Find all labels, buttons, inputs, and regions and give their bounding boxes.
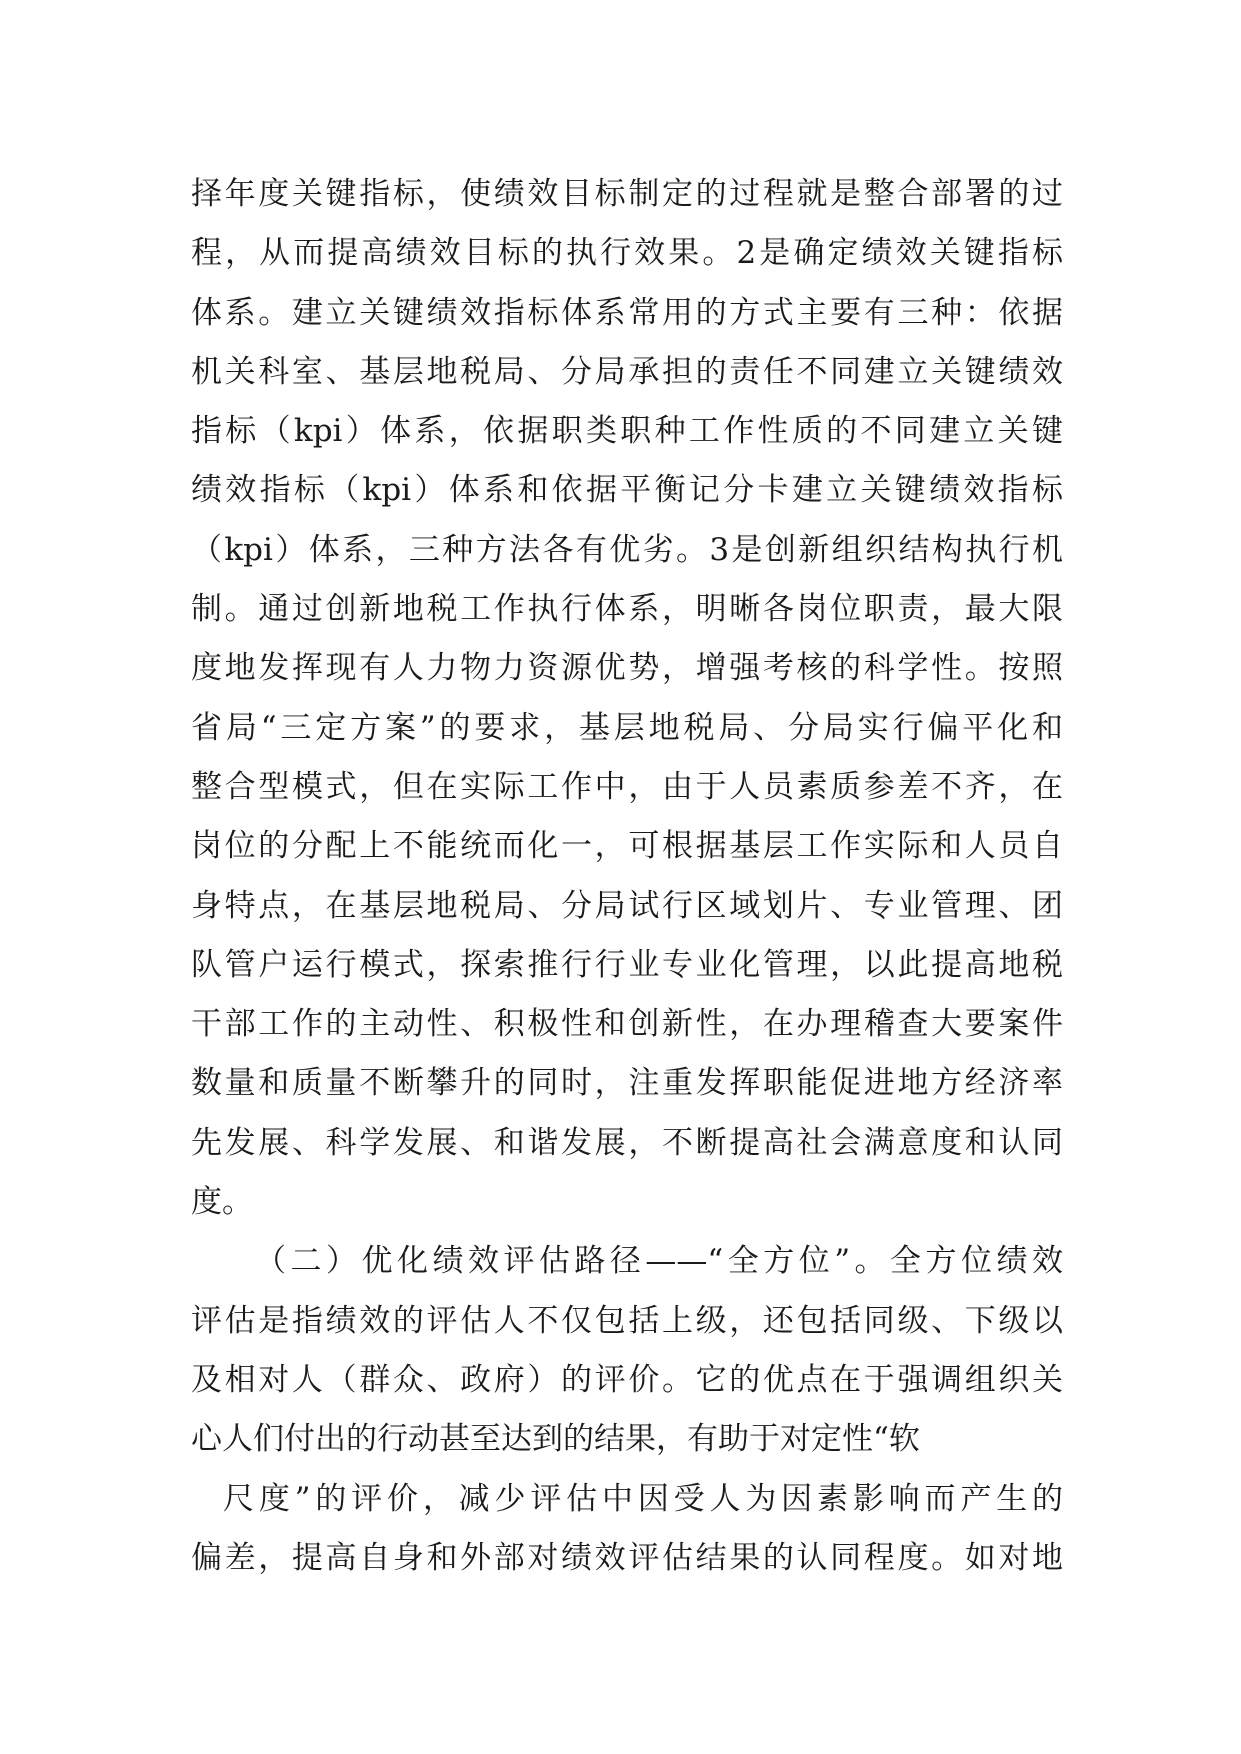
- text-line: 省局“三定方案”的要求，基层地税局、分局实行偏平化和: [191, 709, 1063, 746]
- text-line: 及相对人（群众、政府）的评价。它的优点在于强调组织关: [191, 1361, 1063, 1398]
- text-line: 择年度关键指标，使绩效目标制定的过程就是整合部署的过: [191, 176, 1063, 212]
- text-line: 尺度”的评价，减少评估中因受人为因素影响而产生的: [223, 1480, 1063, 1517]
- text-line: 干部工作的主动性、积极性和创新性，在办理稽查大要案件: [191, 1006, 1063, 1043]
- body-text: [191, 165, 1063, 1588]
- text-line: 指标（kpi）体系，依据职类职种工作性质的不同建立关键: [191, 413, 1063, 450]
- text-line: 程，从而提高绩效目标的执行效果。2是确定绩效关键指标: [191, 235, 1063, 272]
- text-line: 心人们付出的行动甚至达到的结果，有助于对定性“软: [191, 1421, 920, 1458]
- section-heading-line: （二）优化绩效评估路径——“全方位”。全方位绩效: [255, 1243, 1063, 1280]
- text-line: 绩效指标（kpi）体系和依据平衡记分卡建立关键绩效指标: [191, 472, 1063, 509]
- text-line: 机关科室、基层地税局、分局承担的责任不同建立关键绩效: [191, 353, 1063, 390]
- text-line: 队管户运行模式，探索推行行业专业化管理，以此提高地税: [191, 946, 1063, 983]
- text-line: 度地发挥现有人力物力资源优势，增强考核的科学性。按照: [191, 650, 1063, 687]
- text-line: 整合型模式，但在实际工作中，由于人员素质参差不齐，在: [191, 768, 1063, 805]
- text-line: 制。通过创新地税工作执行体系，明晰各岗位职责，最大限: [191, 591, 1063, 628]
- text-line: 评估是指绩效的评估人不仅包括上级，还包括同级、下级以: [191, 1302, 1063, 1339]
- text-line: 偏差，提高自身和外部对绩效评估结果的认同程度。如对地: [191, 1539, 1063, 1576]
- text-line: 身特点，在基层地税局、分局试行区域划片、专业管理、团: [191, 887, 1063, 924]
- text-line: 体系。建立关键绩效指标体系常用的方式主要有三种：依据: [191, 294, 1063, 331]
- paragraph-end-line: 度。: [191, 1184, 253, 1221]
- text-line: 岗位的分配上不能统而化一，可根据基层工作实际和人员自: [191, 828, 1063, 865]
- text-line: 数量和质量不断攀升的同时，注重发挥职能促进地方经济率: [191, 1065, 1063, 1102]
- text-line: （kpi）体系，三种方法各有优劣。3是创新组织结构执行机: [191, 531, 1063, 568]
- text-line: 先发展、科学发展、和谐发展，不断提高社会满意度和认同: [191, 1124, 1063, 1161]
